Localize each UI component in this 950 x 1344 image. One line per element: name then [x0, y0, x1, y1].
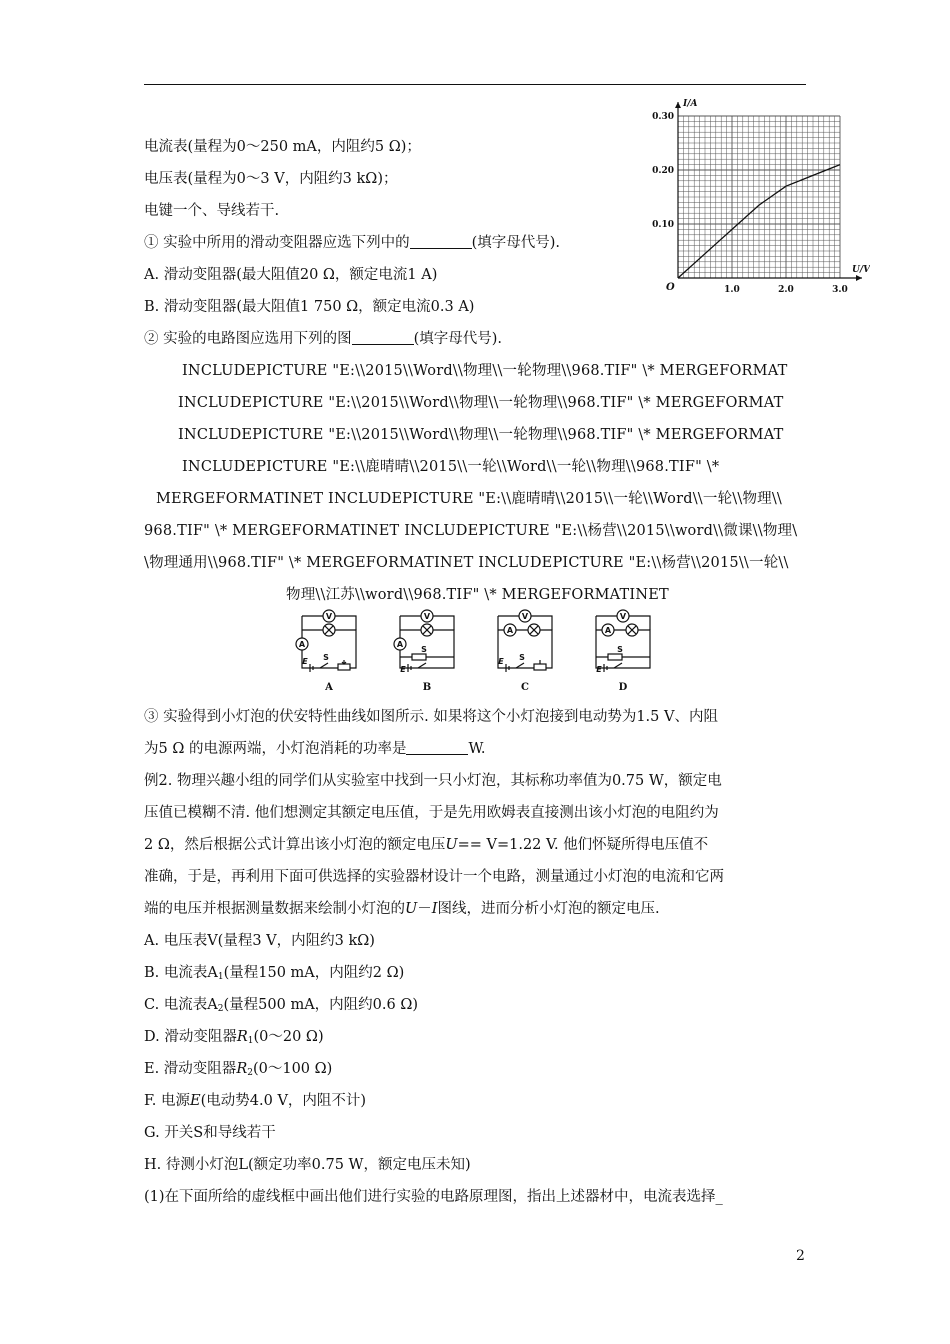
answer-blank: [410, 234, 472, 249]
chart-grid: [678, 116, 840, 278]
y-axis-label: I/A: [683, 99, 698, 109]
equipment-d: [144, 1028, 324, 1046]
equipment-text: (电动势4.0 V，内阻不计): [200, 1093, 367, 1109]
iv-characteristic-chart: [640, 96, 870, 306]
x-axis-arrow: [856, 275, 862, 281]
variable-u: U: [405, 901, 418, 917]
ammeter-letter: A: [506, 626, 514, 635]
equipment-text: (量程500 mA，内阻约0.6 Ω): [223, 997, 419, 1013]
option-b: B. 滑动变阻器(最大阻值1 750 Ω，额定电流0.3 A): [144, 299, 475, 315]
question-3-line-2: [144, 740, 485, 758]
field-code-line: INCLUDEPICTURE "E:\\2015\\Word\\物理\\一轮物理\\968.TIF" \* MERGEFORMAT: [178, 395, 784, 411]
origin-label: O: [666, 282, 675, 293]
example-2-line-3: [144, 836, 708, 854]
example-2-line-5: [144, 900, 660, 918]
ammeter-spec: 电流表(量程为0～250 mA，内阻约5 Ω)；: [144, 139, 421, 155]
example-2-line-2: 压值已模糊不清. 他们想测定其额定电压值，于是先用欧姆表直接测出该小灯泡的电阻约为: [144, 805, 719, 821]
equipment-b: [144, 964, 404, 982]
circuit-label: C: [521, 682, 529, 693]
equipment-e: [144, 1060, 332, 1078]
voltmeter-letter: V: [325, 612, 333, 621]
source-letter: E: [596, 665, 602, 674]
field-code-line: MERGEFORMATINET INCLUDEPICTURE "E:\\鹿晴晴\\2015\\一轮\\Word\\一轮\\物理\\: [156, 491, 783, 507]
equipment-text: F. 电源: [144, 1093, 191, 1109]
equipment-g: G. 开关S和导线若干: [144, 1125, 276, 1141]
y-tick-label: 0.20: [652, 166, 674, 176]
equipment-text: E. 滑动变阻器: [144, 1061, 237, 1077]
question-1-hint: (填字母代号).: [471, 235, 561, 251]
field-code-line: INCLUDEPICTURE "E:\\2015\\Word\\物理\\一轮物理\\968.TIF" \* MERGEFORMAT: [178, 427, 784, 443]
subscript: 1: [247, 1036, 254, 1046]
question-2: [144, 330, 502, 348]
ammeter-letter: A: [604, 626, 612, 635]
subscript: 2: [217, 1004, 224, 1014]
field-code-line: 物理\\江苏\\word\\968.TIF" \* MERGEFORMATINET: [286, 587, 669, 603]
x-tick-label: 3.0: [832, 285, 848, 295]
example-2-text: == V=1.22 V. 他们怀疑所得电压值不: [457, 837, 709, 853]
example-2-text: 图线，进而分析小灯泡的额定电压.: [437, 901, 660, 917]
subscript: 2: [247, 1068, 253, 1078]
variable-r: R: [236, 1029, 248, 1045]
header-rule: [144, 84, 806, 85]
switch-letter: S: [519, 653, 525, 662]
voltmeter-letter: V: [521, 612, 529, 621]
question-3-line-1: ③ 实验得到小灯泡的伏安特性曲线如图所示. 如果将这个小灯泡接到电动势为1.5 V、内阻: [144, 709, 718, 725]
x-tick-label: 1.0: [724, 285, 740, 295]
variable-r: R: [236, 1061, 248, 1077]
example-2-line-1: 例2. 物理兴趣小组的同学们从实验室中找到一只小灯泡，其标称功率值为0.75 W，额定电: [144, 773, 722, 789]
field-code-line: INCLUDEPICTURE "E:\\2015\\Word\\物理\\一轮物理\\968.TIF" \* MERGEFORMAT: [182, 363, 788, 379]
question-1: [144, 234, 560, 252]
question-2-stem: ② 实验的电路图应选用下列的图: [144, 331, 352, 347]
equipment-text: C. 电流表A: [144, 997, 218, 1013]
y-tick-label: 0.10: [652, 220, 674, 230]
equipment-text: B. 电流表A: [144, 965, 218, 981]
x-axis-label: U/V: [852, 265, 870, 275]
switch-letter: S: [421, 645, 427, 654]
voltmeter-letter: V: [423, 612, 431, 621]
question-1-stem: ① 实验中所用的滑动变阻器应选下列中的: [144, 235, 410, 251]
option-a: A. 滑动变阻器(最大阻值20 Ω，额定电流1 A): [144, 267, 438, 283]
variable-u: U: [445, 837, 458, 853]
dash: －: [417, 901, 432, 917]
equipment-a: A. 电压表V(量程3 V，内阻约3 kΩ): [144, 933, 375, 949]
answer-blank: [352, 330, 414, 345]
source-letter: E: [498, 657, 504, 666]
subscript: 1: [217, 972, 224, 982]
ammeter-letter: A: [396, 640, 404, 649]
equipment-text: (量程150 mA，内阻约2 Ω): [223, 965, 405, 981]
example-2-line-4: 准确，于是，再利用下面可供选择的实验器材设计一个电路，测量通过小灯泡的电流和它两: [144, 869, 724, 885]
switch-spec: 电键一个、导线若干.: [144, 203, 280, 219]
voltmeter-spec: 电压表(量程为0～3 V，内阻约3 kΩ)；: [144, 171, 398, 187]
y-tick-label: 0.30: [652, 112, 674, 122]
equipment-text: D. 滑动变阻器: [144, 1029, 237, 1045]
circuit-label: B: [422, 682, 432, 693]
source-letter: E: [302, 657, 308, 666]
rheostat-symbol: [338, 664, 350, 670]
source-letter: E: [400, 665, 406, 674]
equipment-text: (0～20 Ω): [253, 1029, 324, 1045]
circuit-diagrams: [292, 600, 664, 698]
example-2-text: 端的电压并根据测量数据来绘制小灯泡的: [144, 901, 405, 917]
voltmeter-letter: V: [619, 612, 627, 621]
example-2-text: 2 Ω，然后根据公式计算出该小灯泡的额定电压: [144, 837, 446, 853]
answer-blank: [406, 740, 468, 755]
variable-i: I: [431, 901, 438, 917]
equipment-c: [144, 996, 418, 1014]
question-2-hint: (填字母代号).: [413, 331, 503, 347]
x-tick-label: 2.0: [778, 285, 794, 295]
switch-letter: S: [617, 645, 623, 654]
equipment-f: [144, 1092, 366, 1110]
equipment-text: (0～100 Ω): [252, 1061, 333, 1077]
ammeter-letter: A: [298, 640, 306, 649]
page-number: 2: [796, 1248, 805, 1264]
field-code-line: INCLUDEPICTURE "E:\\鹿晴晴\\2015\\一轮\\Word\\一轮\\物理\\968.TIF" \*: [182, 459, 720, 475]
field-code-line: 968.TIF" \* MERGEFORMATINET INCLUDEPICTURE "E:\\杨营\\2015\\word\\微课\\物理\: [144, 523, 798, 539]
equipment-h: H. 待测小灯泡L(额定功率0.75 W，额定电压未知): [144, 1157, 471, 1173]
example-2-question-1: (1)在下面所给的虚线框中画出他们进行实验的电路原理图，指出上述器材中，电流表选择_: [144, 1189, 723, 1205]
circuit-label: D: [618, 682, 628, 693]
variable-e: E: [190, 1093, 201, 1109]
question-3-unit: W.: [468, 741, 486, 757]
circuit-label: A: [325, 682, 333, 693]
switch-letter: S: [323, 653, 329, 662]
question-3-stem: 为5 Ω 的电源两端，小灯泡消耗的功率是: [144, 741, 407, 757]
y-axis-arrow: [675, 102, 681, 108]
field-code-line: \物理通用\\968.TIF" \* MERGEFORMATINET INCLUDEPICTURE "E:\\杨营\\2015\\一轮\\: [144, 555, 789, 571]
